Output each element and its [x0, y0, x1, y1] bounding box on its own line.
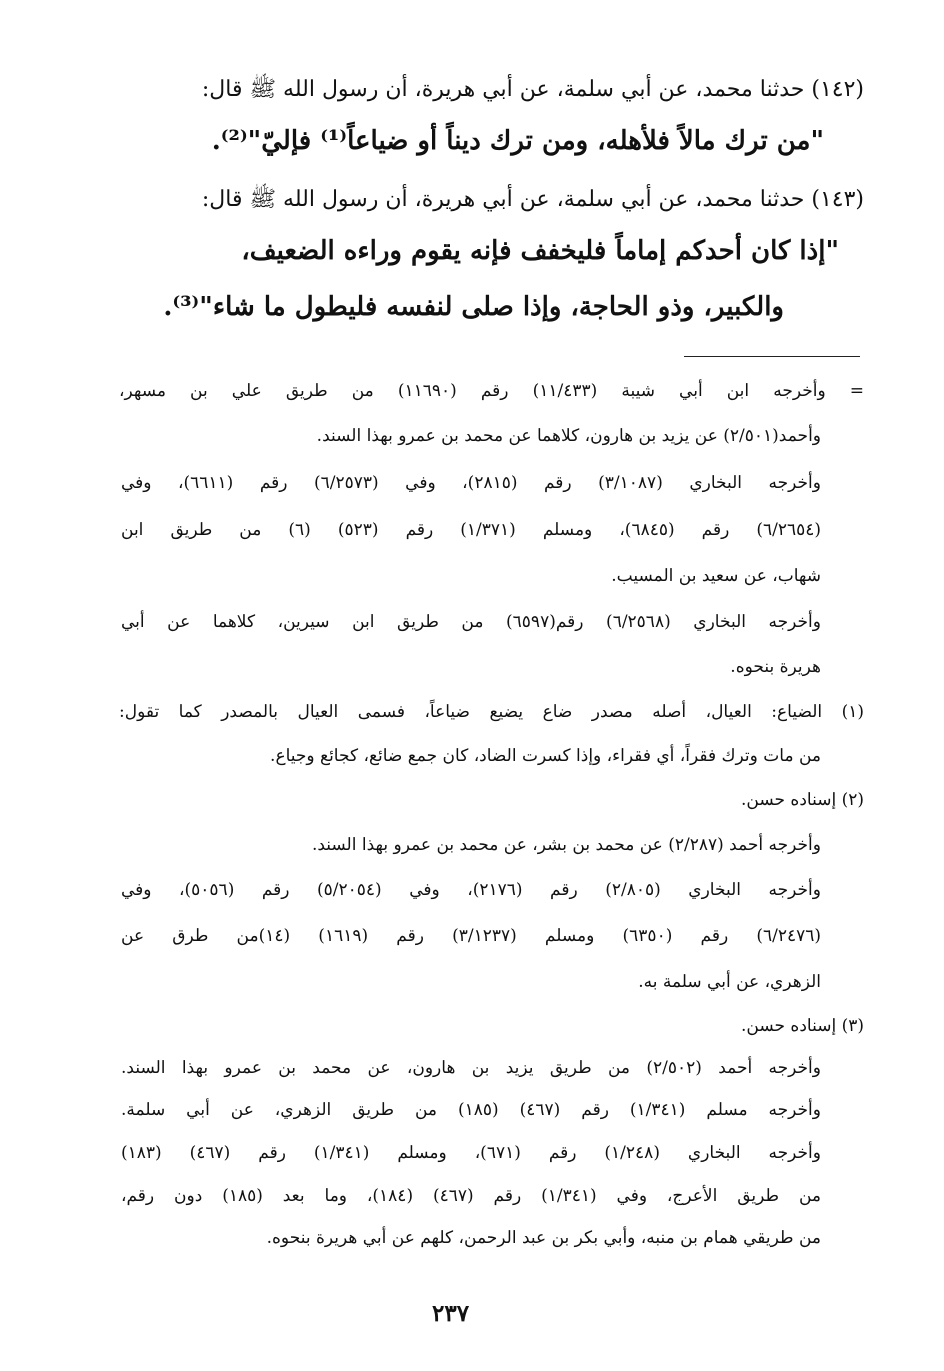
hadith-142-matn: "من ترك مالاً فلأهله، ومن ترك ديناً أو ضياعاً⁽¹⁾ فإليّ"⁽²⁾.	[211, 126, 824, 156]
footnote-continuation-line: = وأخرجه ابن أبي شيبة (١١/٤٣٣) رقم (١١٦٩٠) من طريق علي بن مسهر،	[119, 381, 864, 401]
footnote-continuation-line: وأخرجه البخاري (٣/١٠٨٧) رقم (٢٨١٥)، وفي (٦/٢٥٧٣) رقم (٦٦١١)، وفي	[121, 473, 821, 493]
footnote-continuation-line: هريرة بنحوه.	[730, 657, 821, 677]
footnote-2-line: (٢) إسناده حسن.	[741, 790, 864, 810]
footnote-3-line: (٣) إسناده حسن.	[741, 1016, 864, 1036]
hadith-143-matn-line1: "إذا كان أحدكم إماماً فليخفف فإنه يقوم وراءه الضعيف،	[241, 236, 839, 266]
hadith-142-isnad: (١٤٢) حدثنا محمد، عن أبي سلمة، عن أبي هريرة، أن رسول الله ﷺ قال:	[201, 77, 864, 102]
hadith-143-matn-line2: والكبير، وذو الحاجة، وإذا صلى لنفسه فليطول ما شاء"⁽³⁾.	[163, 292, 784, 322]
footnote-2-line: الزهري، عن أبي سلمة به.	[638, 972, 821, 992]
footnote-3-line: وأخرجه البخاري (١/٢٤٨) رقم (٦٧١)، ومسلم (١/٣٤١) رقم (٤٦٧) (١٨٣)	[121, 1143, 821, 1163]
footnote-1-line: من مات وترك فقراً، أي فقراء، وإذا كسرت الضاد، كان جمع ضائع، كجائع وجياع.	[270, 746, 821, 766]
footnote-2-line: وأخرجه أحمد (٢/٢٨٧) عن محمد بن بشر، عن محمد بن عمرو بهذا السند.	[311, 835, 821, 855]
footnote-separator	[684, 356, 860, 357]
footnote-1-line: (١) الضياع: العيال، أصله مصدر ضاع يضيع ضياعاً، فسمى العيال بالمصدر كما تقول:	[119, 702, 864, 722]
footnote-continuation-line: وأخرجه البخاري (٦/٢٥٦٨) رقم(٦٥٩٧) من طريق ابن سيرين، كلاهما عن أبي	[121, 612, 821, 632]
footnote-3-line: من طريقي همام بن منبه، وأبي بكر بن عبد الرحمن، كلهم عن أبي هريرة بنحوه.	[266, 1228, 821, 1248]
footnote-2-line: (٦/٢٤٧٦) رقم (٦٣٥٠) ومسلم (٣/١٢٣٧) رقم (١٦١٩) (١٤)من طرق عن	[121, 926, 821, 946]
footnote-3-line: من طريق الأعرج، وفي (١/٣٤١) رقم (٤٦٧) (١٨٤)، وما بعد (١٨٥) دون رقم،	[121, 1186, 821, 1206]
footnote-3-line: وأخرجه مسلم (١/٣٤١) رقم (٤٦٧) (١٨٥) من طريق الزهري، عن أبي سلمة.	[121, 1100, 821, 1120]
footnote-continuation-line: شهاب، عن سعيد بن المسيب.	[611, 566, 821, 586]
hadith-143-isnad: (١٤٣) حدثنا محمد، عن أبي سلمة، عن أبي هريرة، أن رسول الله ﷺ قال:	[201, 187, 864, 212]
footnote-continuation-line: وأحمد(٢/٥٠١) عن يزيد بن هارون، كلاهما عن محمد بن عمرو بهذا السند.	[316, 426, 821, 446]
footnote-2-line: وأخرجه البخاري (٢/٨٠٥) رقم (٢١٧٦)، وفي (٥/٢٠٥٤) رقم (٥٠٥٦)، وفي	[121, 880, 821, 900]
footnote-continuation-line: (٦/٢٦٥٤) رقم (٦٨٤٥)، ومسلم (١/٣٧١) رقم (٥٢٣) (٦) من طريق ابن	[121, 520, 822, 540]
page-number: ٢٣٧	[432, 1300, 470, 1327]
footnote-3-line: وأخرجه أحمد (٢/٥٠٢) من طريق يزيد بن هارون، عن محمد بن عمرو بهذا السند.	[121, 1058, 821, 1078]
